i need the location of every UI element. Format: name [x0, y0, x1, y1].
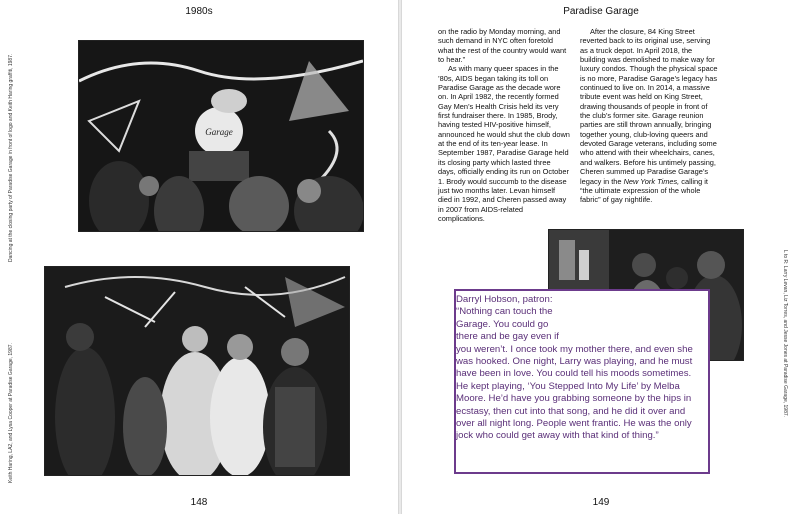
closing-party-photo-art	[79, 41, 363, 231]
photo-caption-top: Dancing at the closing party of Paradise Garage in front of logo and Keith Haring graffiti, 1987.	[8, 53, 14, 262]
body-column-1	[438, 27, 570, 223]
pull-quote-opening: Darryl Hobson, patron: “Nothing can touch the Garage. You could go there and be gay even if	[456, 294, 559, 343]
left-folio: 148	[190, 497, 208, 508]
pull-quote	[456, 294, 704, 443]
body-column-2-para-1	[580, 27, 718, 205]
photo-caption-bottom: Keith Haring, LA2, and Lysa Cooper at Paradise Garage, 1987.	[8, 343, 14, 483]
closing-party-photo	[78, 40, 364, 232]
body-column-2	[580, 27, 718, 205]
body-column-1-para-2: As with many queer spaces in the ’80s, AIDS began taking its toll on Paradise Garage as the decade wore on. In April 1982, the recently formed Gay Men’s Health Crisis held its very first fundraiser there. In 1985, Brody, having tested HIV-positive himself, announced he would shut the club down at the end of its ten-year lease. In September 1987, Paradise Garage held its closing party which lasted three days, officially ending its run on October 1. Brody would succumb to the disease just two months later. Levan himself died in 1992, and Cheren passed away in 2007 from AIDS-related complications.	[438, 64, 570, 223]
left-page	[0, 0, 398, 514]
body-column-2-text-a: After the closure, 84 King Street reverted back to its original use, serving as a truck depot. In April 2018, the building was demolished to make way for luxury condos. Though the physical space is no more, Paradise Garage’s legacy has continued to live on. In 2014, a massive tribute event was held on King Street, drawing thousands of people in front of the club’s former site. Garage reunion parties are still thrown annually, bringing together young, club-loving queers and devoted Garage veterans, including some who attend with their wheelchairs, canes, and walkers. Before his untimely passing, Cheren summed up Paradise Garage’s legacy in the	[580, 27, 718, 186]
right-page	[402, 0, 800, 514]
body-column-2-text-b: calling it “the ultimate expression of the whole fabric” of gay nightlife.	[580, 176, 708, 205]
haring-la2-cooper-photo-art	[45, 267, 349, 475]
right-folio: 149	[592, 497, 610, 508]
left-running-head: 1980s	[185, 6, 213, 17]
nyt-title: New York Times,	[623, 176, 680, 186]
pull-quote-body: you weren’t. I once took my mother there, and even she was hooked. One night, Larry was playing, and he must have been in love. You could tell his moods sometimes. He kept playing, ‘You Stepped Into My Life’ by Melba Moore. He’d have you grabbing someone by the hips in ecstasy, then cut into that song, and he did it over and over all night long. People went frantic. He was the only jock who could get away with that kind of thing.”	[456, 343, 693, 442]
svg-text:Garage: Garage	[205, 127, 233, 137]
haring-la2-cooper-photo	[44, 266, 350, 476]
body-column-1-para-1: on the radio by Monday morning, and such demand in NYC often foretold what the rest of the country would want to hear.”	[438, 27, 567, 65]
right-running-head: Paradise Garage	[563, 6, 639, 17]
photo-caption-right: L to R: Larry Levan, Liz Torres, and Jesse Jones at Paradise Garage, 1987.	[782, 250, 788, 418]
